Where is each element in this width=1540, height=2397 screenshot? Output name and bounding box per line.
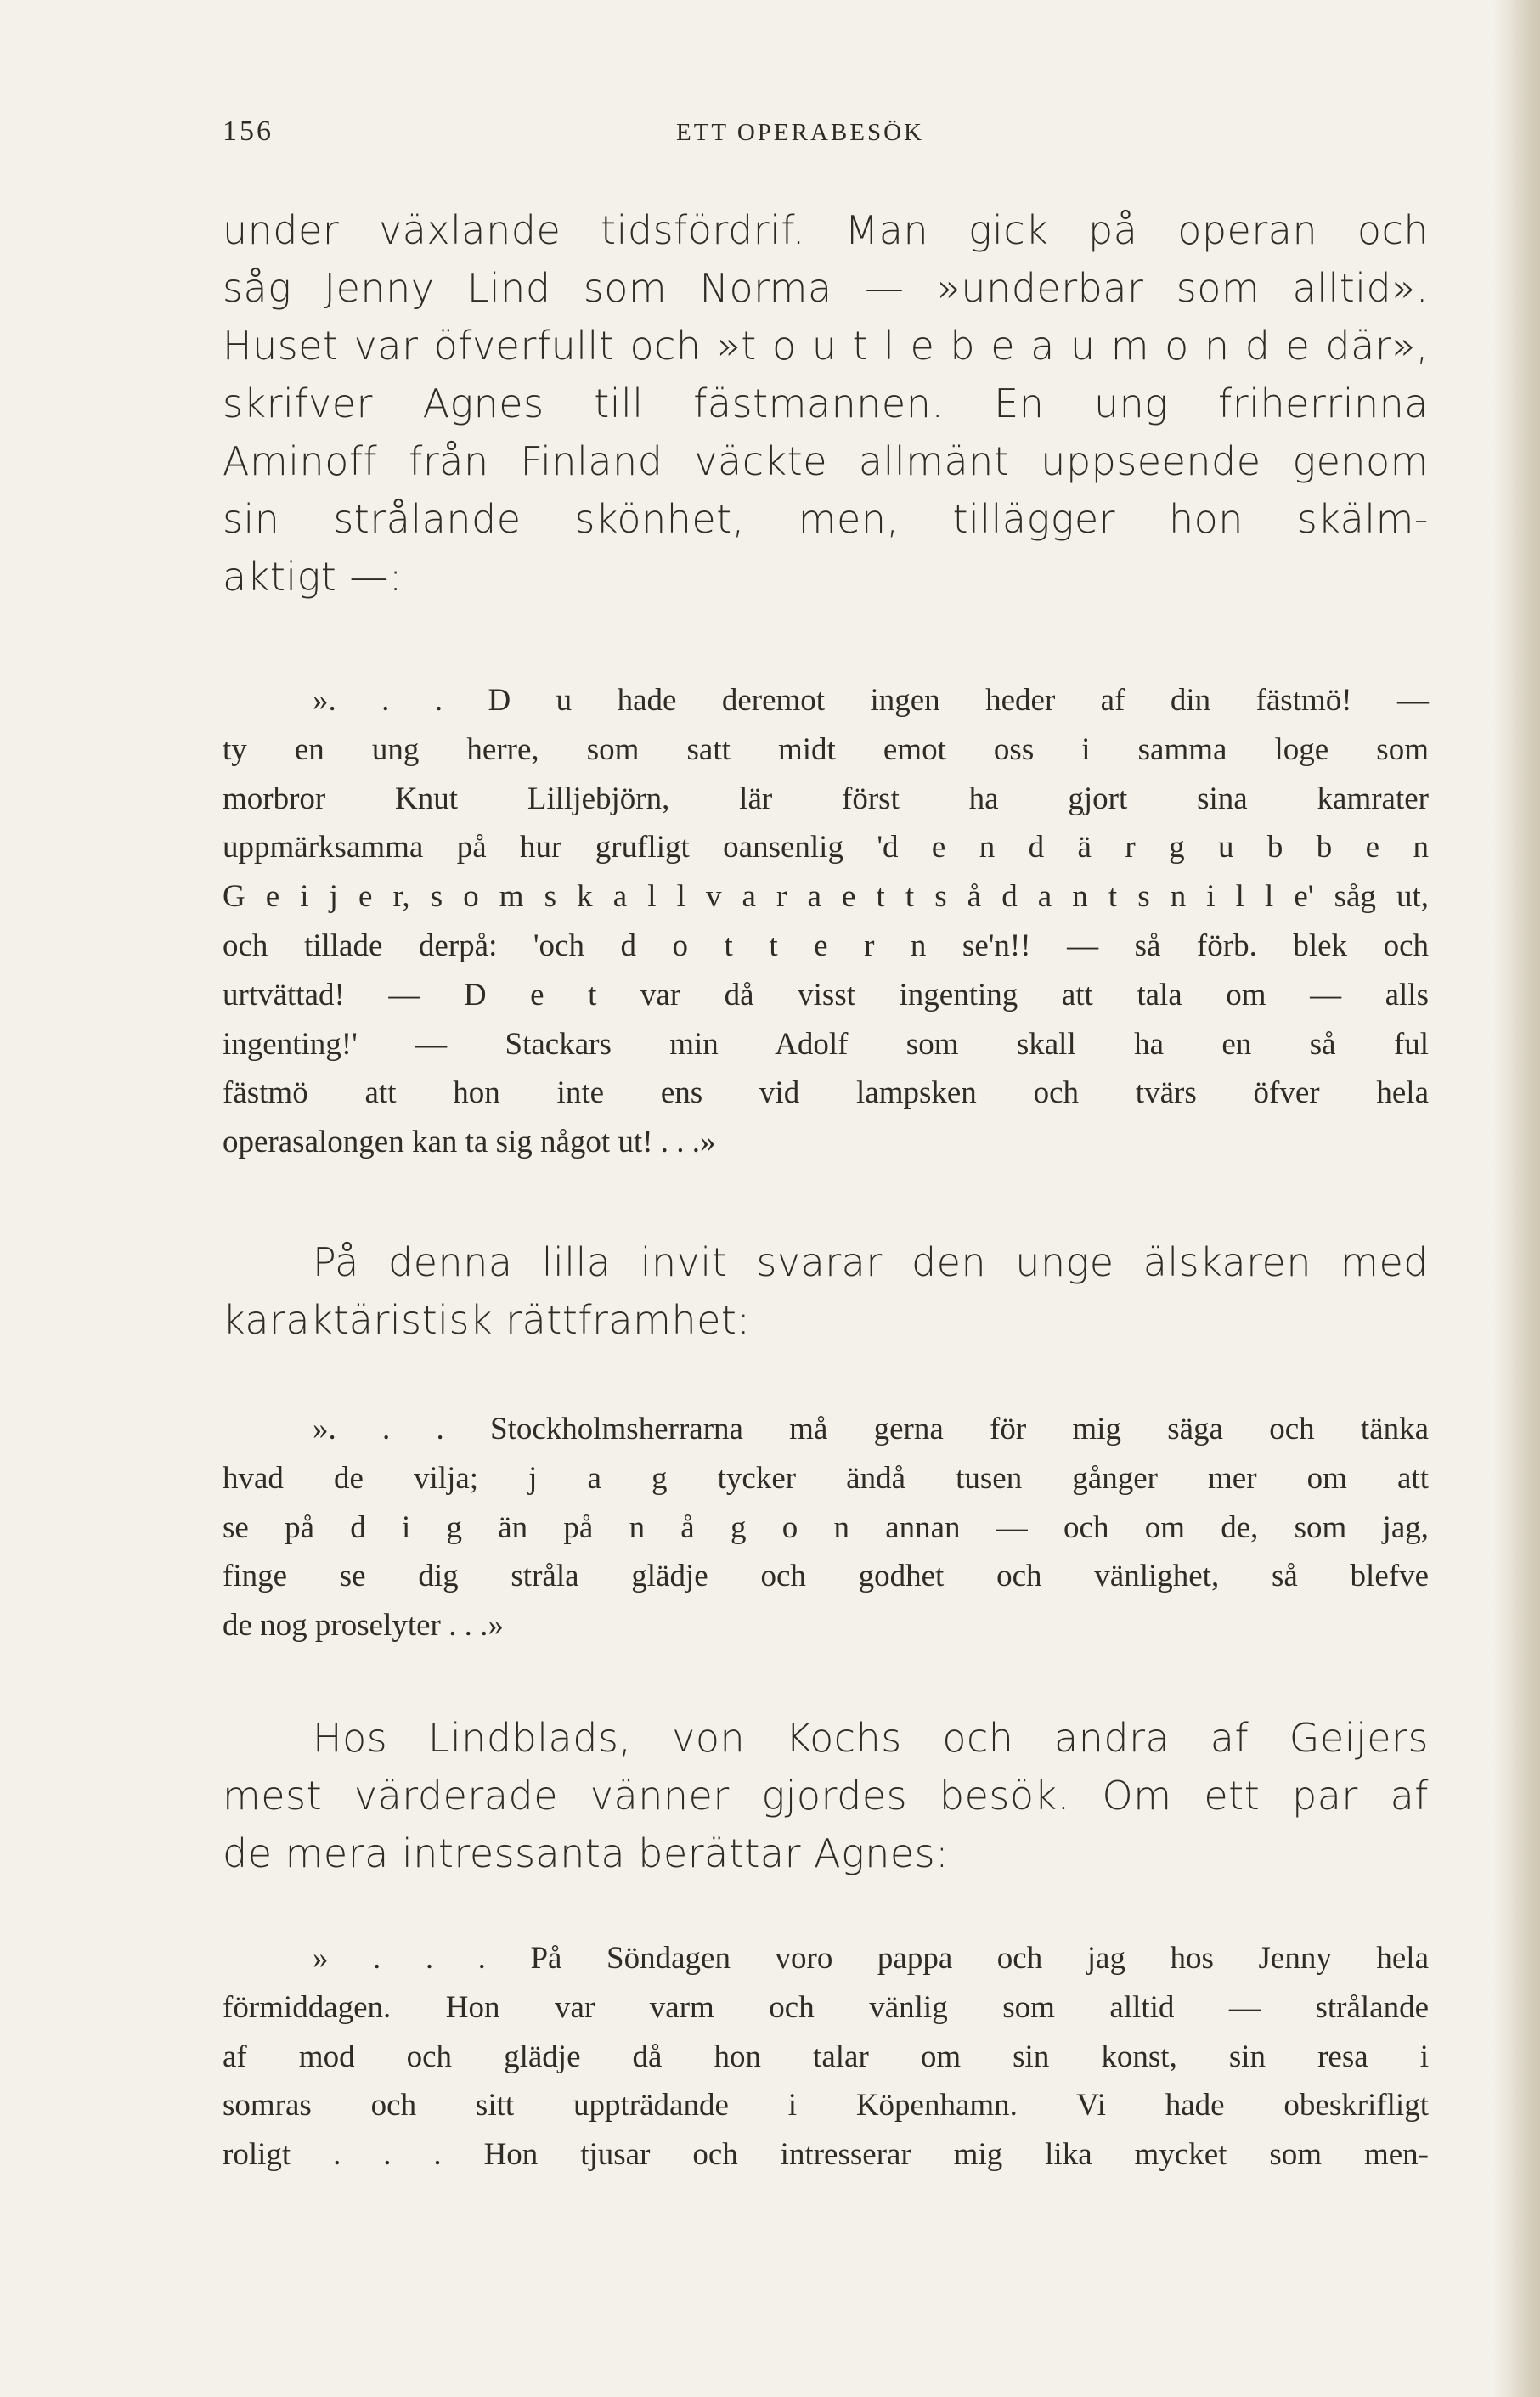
text-line: ty en ung herre, som satt midt emot oss i samma loge som [223, 731, 1429, 767]
page-header [223, 116, 1429, 158]
text-line: de mera intressanta berättar Agnes: [223, 1830, 950, 1876]
text-line: sin strålande skönhet, men, tillägger hon skälm- [223, 496, 1429, 542]
running-title: ETT OPERABESÖK [675, 119, 924, 146]
text-line: förmiddagen. Hon var varm och vänlig som alltid — strålande [223, 1989, 1429, 2025]
quote-letter-agnes [223, 676, 1429, 1167]
text-line: G e i j e r, s o m s k a l l v a r a e t t s å d a n t s n i l l e' såg ut, [223, 879, 1429, 915]
text-line: fästmö att hon inte ens vid lampsken och tvärs öfver hela [223, 1075, 1429, 1111]
quote-letter-sunday [223, 1934, 1429, 2180]
page-edge-shadow [1493, 0, 1540, 2397]
text-line: På denna lilla invit svarar den unge älskaren med [313, 1239, 1429, 1285]
text-line: morbror Knut Lilljebjörn, lär först ha gjort sina kamrater [223, 781, 1429, 816]
text-line: ». . . D u hade deremot ingen heder af din fästmö! — [313, 683, 1429, 718]
paragraph-visits [223, 1709, 1429, 1882]
text-line: finge se dig stråla glädje och godhet och vänlighet, så blefve [223, 1559, 1429, 1594]
text-line: ». . . Stockholmsherrarna må gerna för mig säga och tänka [313, 1412, 1429, 1447]
text-line: skrifver Agnes till fästmannen. En ung friherrinna [223, 381, 1429, 426]
text-line: de nog proselyter . . .» [223, 1608, 504, 1644]
text-line: och tillade derpå: 'och d o t t e r n se'n!! — så förb. blek och [223, 928, 1429, 963]
text-line: Aminoff från Finland väckte allmänt uppseende genom [223, 438, 1429, 484]
text-line: mest värderade vänner gjordes besök. Om ett par af [223, 1773, 1429, 1819]
text-line: af mod och glädje då hon talar om sin konst, sin resa i [223, 2039, 1429, 2074]
text-line: under växlande tidsfördrif. Man gick på operan och [223, 207, 1429, 253]
text-line: aktigt —: [223, 554, 403, 600]
text-line: urtvättad! — D e t var då visst ingenting att tala om — alls [223, 977, 1429, 1012]
text-line: roligt . . . Hon tjusar och intresserar mig lika mycket som men- [223, 2137, 1429, 2173]
text-line: såg Jenny Lind som Norma — »underbar som alltid». [223, 265, 1429, 311]
text-line: somras och sitt uppträdande i Köpenhamn. Vi hade obeskrifligt [223, 2088, 1429, 2123]
text-line: operasalongen kan ta sig något ut! . . .» [223, 1125, 716, 1160]
text-line: ingenting!' — Stackars min Adolf som skall ha en så ful [223, 1026, 1429, 1062]
page-number: 156 [223, 116, 274, 147]
text-line: se på d i g än på n å g o n annan — och om de, som jag, [223, 1509, 1429, 1545]
paragraph-opera-visit [223, 201, 1429, 606]
text-line: Hos Lindblads, von Kochs och andra af Geijers [313, 1715, 1429, 1761]
text-line: Huset var öfverfullt och »t o u t l e b e a u m o n d e där», [223, 323, 1429, 369]
text-line: » . . . På Söndagen voro pappa och jag hos Jenny hela [313, 1941, 1429, 1976]
text-line: karaktäristisk rättframhet: [223, 1297, 751, 1343]
text-line: uppmärksamma på hur grufligt oansenlig 'd e n d ä r g u b b e n [223, 830, 1429, 866]
paragraph-reply-intro [223, 1233, 1429, 1349]
quote-letter-adolf [223, 1405, 1429, 1650]
text-line: hvad de vilja; j a g tycker ändå tusen gånger mer om att [223, 1460, 1429, 1496]
